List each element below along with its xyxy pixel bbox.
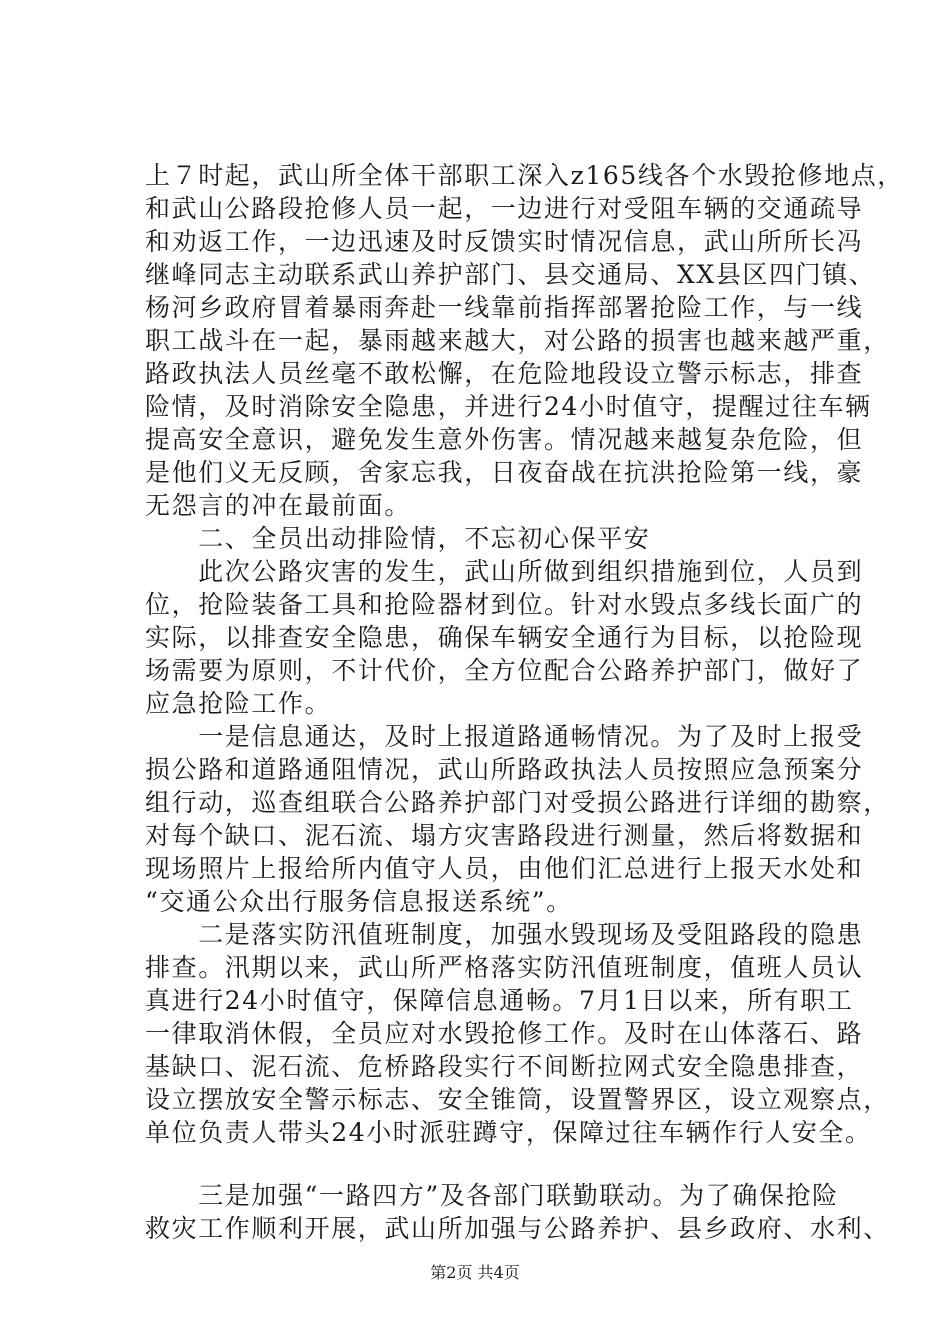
text-line: 路政执法人员丝毫不敢松懈，在危险地段设立警示标志，排查	[145, 359, 864, 388]
text-line: 继峰同志主动联系武山养护部门、县交通局、XX县区四门镇、	[145, 260, 876, 289]
text-line: 杨河乡政府冒着暴雨奔赴一线靠前指挥部署抢险工作，与一线	[145, 293, 864, 322]
text-line: 和武山公路段抢修人员一起，一边进行对受阻车辆的交通疏导	[145, 194, 864, 223]
text-line: 设立摆放安全警示标志、安全锥筒，设置警界区，设立观察点，	[145, 1085, 890, 1114]
text-line: 此次公路灾害的发生，武山所做到组织措施到位，人员到	[145, 557, 864, 586]
text-line: 提高安全意识，避免发生意外伤害。情况越来越复杂危险，但	[145, 425, 864, 454]
text-line: 是他们义无反顾，舍家忘我，日夜奋战在抗洪抢险第一线，豪	[145, 458, 864, 487]
text-line: 二是落实防汛值班制度，加强水毁现场及受阻路段的隐患	[145, 920, 864, 949]
text-line: 位，抢险装备工具和抢险器材到位。针对水毁点多线长面广的	[145, 590, 864, 619]
text-line: 单位负责人带头24小时派驻蹲守，保障过往车辆作行人安全。	[145, 1118, 872, 1147]
text-line: 二、全员出动排险情，不忘初心保平安	[145, 524, 651, 553]
text-line: 排查。汛期以来，武山所严格落实防汛值班制度，值班人员认	[145, 953, 864, 982]
text-line: 应急抢险工作。	[145, 689, 332, 718]
text-line: 对每个缺口、泥石流、塌方灾害路段进行测量，然后将数据和	[145, 821, 864, 850]
text-line: 一律取消休假，全员应对水毁抢修工作。及时在山体落石、路	[145, 1019, 864, 1048]
text-line: 上７时起，武山所全体干部职工深入z165线各个水毁抢修地点，	[145, 161, 904, 190]
text-line: 场需要为原则，不计代价，全方位配合公路养护部门，做好了	[145, 656, 864, 685]
text-line: 一是信息通达，及时上报道路通畅情况。为了及时上报受	[145, 722, 864, 751]
text-line: 险情，及时消除安全隐患，并进行24小时值守，提醒过往车辆	[145, 392, 872, 421]
text-line: 现场照片上报给所内值守人员，由他们汇总进行上报天水处和	[145, 854, 864, 883]
text-line: 实际，以排查安全隐患，确保车辆安全通行为目标，以抢险现	[145, 623, 864, 652]
text-line: 基缺口、泥石流、危桥路段实行不间断拉网式安全隐患排查，	[145, 1052, 864, 1081]
page-footer: 第2页 共4页	[430, 1263, 520, 1282]
text-line: 组行动，巡查组联合公路养护部门对受损公路进行详细的勘察，	[145, 788, 890, 817]
text-line: 和劝返工作，一边迅速及时反馈实时情况信息，武山所所长冯	[145, 227, 864, 256]
text-line: 救灾工作顺利开展，武山所加强与公路养护、县乡政府、水利、	[145, 1214, 890, 1243]
text-line: “交通公众出行服务信息报送系统”。	[145, 887, 573, 916]
text-line: 真进行24小时值守，保障信息通畅。7月1日以来，所有职工	[145, 986, 854, 1015]
text-line: 职工战斗在一起，暴雨越来越大，对公路的损害也越来越严重，	[145, 326, 890, 355]
text-line: 三是加强“一路四方”及各部门联勤联动。为了确保抢险	[145, 1181, 839, 1210]
text-line: 损公路和道路通阻情况，武山所路政执法人员按照应急预案分	[145, 755, 864, 784]
text-line: 无怨言的冲在最前面。	[145, 491, 412, 520]
